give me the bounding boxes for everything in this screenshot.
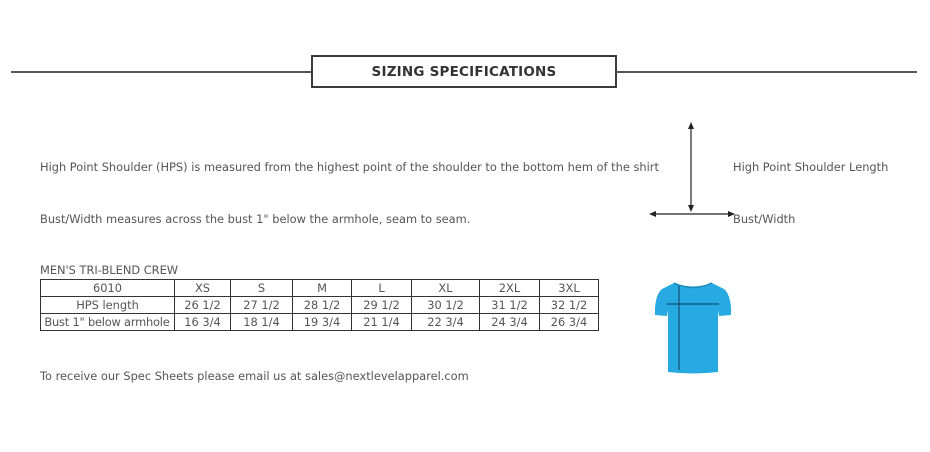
hps-description: High Point Shoulder (HPS) is measured from the highest point of the shoulder to the bottom hem of the shirt — [40, 160, 659, 174]
bust-width-label: Bust/Width — [733, 212, 796, 226]
table-cell: 24 3/4 — [480, 314, 540, 331]
style-number-cell: 6010 — [41, 280, 175, 297]
size-table — [40, 279, 599, 331]
product-name: MEN'S TRI-BLEND CREW — [40, 263, 179, 277]
size-header-cell: XL — [412, 280, 480, 297]
contact-text: To receive our Spec Sheets please email us at — [40, 369, 306, 383]
table-cell: 16 3/4 — [175, 314, 231, 331]
size-header-cell: L — [352, 280, 412, 297]
email-link[interactable]: sales@nextlevelapparel.com — [305, 369, 469, 383]
size-header-cell: XS — [175, 280, 231, 297]
table-cell: 30 1/2 — [412, 297, 480, 314]
contact-line — [40, 369, 469, 383]
table-cell: 26 1/2 — [175, 297, 231, 314]
table-cell: 27 1/2 — [231, 297, 293, 314]
header-rule-right — [616, 71, 917, 73]
table-cell: 26 3/4 — [540, 314, 599, 331]
size-table-header-row — [41, 280, 599, 297]
table-row — [41, 314, 599, 331]
tshirt-illustration — [652, 280, 734, 376]
table-row — [41, 297, 599, 314]
header-rule-left — [11, 71, 311, 73]
size-header-cell: 2XL — [480, 280, 540, 297]
page-title: SIZING SPECIFICATIONS — [311, 55, 617, 88]
size-header-cell: 3XL — [540, 280, 599, 297]
bust-description: Bust/Width measures across the bust 1" below the armhole, seam to seam. — [40, 212, 471, 226]
row-label-cell: HPS length — [41, 297, 175, 314]
table-cell: 29 1/2 — [352, 297, 412, 314]
hps-arrow-up-head — [688, 122, 694, 129]
bust-arrow-left-head — [649, 211, 656, 217]
size-header-cell: S — [231, 280, 293, 297]
table-cell: 18 1/4 — [231, 314, 293, 331]
hps-arrow-down-head — [688, 205, 694, 212]
table-cell: 31 1/2 — [480, 297, 540, 314]
table-cell: 22 3/4 — [412, 314, 480, 331]
table-cell: 19 3/4 — [293, 314, 352, 331]
table-cell: 21 1/4 — [352, 314, 412, 331]
size-header-cell: M — [293, 280, 352, 297]
table-cell: 32 1/2 — [540, 297, 599, 314]
table-cell: 28 1/2 — [293, 297, 352, 314]
tshirt-body — [655, 283, 731, 374]
hps-length-label: High Point Shoulder Length — [733, 160, 889, 174]
row-label-cell: Bust 1" below armhole — [41, 314, 175, 331]
measurement-arrows-diagram — [645, 120, 740, 220]
